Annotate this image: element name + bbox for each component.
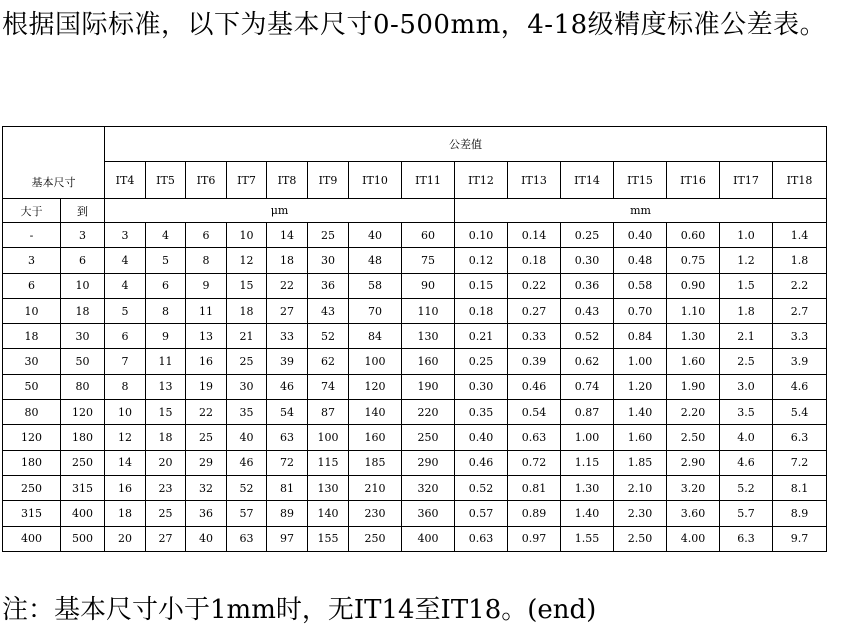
- tolerance-cell-it17: 2.5: [720, 349, 773, 374]
- table-row: [3, 374, 827, 399]
- tolerance-table-container: [2, 126, 827, 552]
- tolerance-cell-it5: 11: [146, 349, 186, 374]
- tolerance-cell-it6: 19: [186, 374, 227, 399]
- tolerance-cell-it10: 140: [349, 400, 402, 425]
- tolerance-cell-it11: 130: [402, 324, 455, 349]
- tolerance-cell-it4: 14: [105, 450, 146, 475]
- size-to-cell: 250: [61, 450, 105, 475]
- tolerance-cell-it16: 2.20: [667, 400, 720, 425]
- grade-header-it18: IT18: [773, 162, 827, 199]
- table-row: [3, 324, 827, 349]
- grade-header-it8: IT8: [267, 162, 308, 199]
- tolerance-cell-it10: 58: [349, 273, 402, 298]
- tolerance-cell-it11: 400: [402, 526, 455, 551]
- tolerance-cell-it4: 18: [105, 501, 146, 526]
- tolerance-cell-it11: 90: [402, 273, 455, 298]
- size-to-cell: 50: [61, 349, 105, 374]
- tolerance-cell-it13: 0.97: [508, 526, 561, 551]
- tolerance-cell-it10: 210: [349, 475, 402, 500]
- tolerance-cell-it12: 0.12: [455, 248, 508, 273]
- tolerance-cell-it8: 89: [267, 501, 308, 526]
- intro-text: 根据国际标准，以下为基本尺寸0-500mm，4-18级精度标准公差表。: [2, 10, 827, 40]
- tolerance-cell-it17: 4.0: [720, 425, 773, 450]
- tolerance-cell-it11: 360: [402, 501, 455, 526]
- tolerance-cell-it11: 60: [402, 223, 455, 248]
- tolerance-cell-it10: 70: [349, 298, 402, 323]
- tolerance-cell-it14: 1.55: [561, 526, 614, 551]
- tolerance-cell-it13: 0.81: [508, 475, 561, 500]
- table-row: [3, 425, 827, 450]
- tolerance-cell-it16: 2.50: [667, 425, 720, 450]
- table-row: [3, 298, 827, 323]
- size-over-cell: 315: [3, 501, 61, 526]
- tolerance-cell-it7: 63: [227, 526, 267, 551]
- tolerance-cell-it12: 0.15: [455, 273, 508, 298]
- size-to-cell: 80: [61, 374, 105, 399]
- tolerance-cell-it15: 0.84: [614, 324, 667, 349]
- tolerance-cell-it10: 250: [349, 526, 402, 551]
- tolerance-cell-it15: 2.30: [614, 501, 667, 526]
- tolerance-cell-it11: 160: [402, 349, 455, 374]
- tolerance-cell-it9: 130: [308, 475, 349, 500]
- tolerance-table-body: [3, 223, 827, 552]
- tolerance-cell-it10: 40: [349, 223, 402, 248]
- size-over-cell: 120: [3, 425, 61, 450]
- size-over-cell: 400: [3, 526, 61, 551]
- tolerance-cell-it17: 3.0: [720, 374, 773, 399]
- tolerance-cell-it16: 1.10: [667, 298, 720, 323]
- tolerance-cell-it13: 0.27: [508, 298, 561, 323]
- tolerance-cell-it8: 46: [267, 374, 308, 399]
- tolerance-cell-it6: 9: [186, 273, 227, 298]
- size-over-cell: 180: [3, 450, 61, 475]
- tolerance-cell-it8: 63: [267, 425, 308, 450]
- tolerance-cell-it16: 1.60: [667, 349, 720, 374]
- tolerance-cell-it18: 2.7: [773, 298, 827, 323]
- tolerance-cell-it4: 20: [105, 526, 146, 551]
- tolerance-cell-it8: 97: [267, 526, 308, 551]
- tolerance-cell-it17: 1.5: [720, 273, 773, 298]
- tolerance-cell-it15: 2.10: [614, 475, 667, 500]
- tolerance-cell-it13: 0.89: [508, 501, 561, 526]
- table-row: [3, 526, 827, 551]
- size-over-cell: 80: [3, 400, 61, 425]
- tolerance-cell-it7: 40: [227, 425, 267, 450]
- tolerance-cell-it8: 72: [267, 450, 308, 475]
- tolerance-cell-it4: 16: [105, 475, 146, 500]
- tolerance-cell-it12: 0.25: [455, 349, 508, 374]
- tolerance-cell-it7: 21: [227, 324, 267, 349]
- tolerance-cell-it11: 290: [402, 450, 455, 475]
- tolerance-cell-it17: 4.6: [720, 450, 773, 475]
- tolerance-cell-it7: 15: [227, 273, 267, 298]
- tolerance-cell-it13: 0.14: [508, 223, 561, 248]
- tolerance-cell-it7: 10: [227, 223, 267, 248]
- tolerance-cell-it5: 15: [146, 400, 186, 425]
- grade-header-it15: IT15: [614, 162, 667, 199]
- grade-header-it14: IT14: [561, 162, 614, 199]
- tolerance-cell-it11: 75: [402, 248, 455, 273]
- tolerance-cell-it15: 0.40: [614, 223, 667, 248]
- tolerance-cell-it15: 1.20: [614, 374, 667, 399]
- tolerance-cell-it9: 100: [308, 425, 349, 450]
- tolerance-cell-it17: 5.7: [720, 501, 773, 526]
- tolerance-cell-it4: 8: [105, 374, 146, 399]
- tolerance-cell-it8: 27: [267, 298, 308, 323]
- tolerance-cell-it6: 8: [186, 248, 227, 273]
- tolerance-cell-it18: 1.8: [773, 248, 827, 273]
- tolerance-cell-it6: 40: [186, 526, 227, 551]
- tolerance-cell-it17: 6.3: [720, 526, 773, 551]
- tolerance-cell-it4: 5: [105, 298, 146, 323]
- tolerance-cell-it4: 3: [105, 223, 146, 248]
- tolerance-cell-it14: 0.30: [561, 248, 614, 273]
- tolerance-cell-it14: 1.15: [561, 450, 614, 475]
- tolerance-cell-it14: 0.74: [561, 374, 614, 399]
- tolerance-cell-it5: 25: [146, 501, 186, 526]
- tolerance-cell-it13: 0.72: [508, 450, 561, 475]
- tolerance-cell-it7: 46: [227, 450, 267, 475]
- tolerance-cell-it4: 4: [105, 248, 146, 273]
- tolerance-cell-it9: 87: [308, 400, 349, 425]
- grade-header-it5: IT5: [146, 162, 186, 199]
- grade-header-it12: IT12: [455, 162, 508, 199]
- tolerance-cell-it5: 18: [146, 425, 186, 450]
- tolerance-cell-it15: 1.40: [614, 400, 667, 425]
- size-to-cell: 120: [61, 400, 105, 425]
- over-header: 大于: [3, 199, 61, 223]
- tolerance-cell-it10: 100: [349, 349, 402, 374]
- grade-header-it11: IT11: [402, 162, 455, 199]
- tolerance-cell-it14: 0.62: [561, 349, 614, 374]
- tolerance-cell-it11: 190: [402, 374, 455, 399]
- tolerance-cell-it14: 1.00: [561, 425, 614, 450]
- tolerance-cell-it5: 13: [146, 374, 186, 399]
- tolerance-cell-it6: 29: [186, 450, 227, 475]
- tolerance-cell-it6: 6: [186, 223, 227, 248]
- tolerance-cell-it15: 1.85: [614, 450, 667, 475]
- tolerance-cell-it6: 16: [186, 349, 227, 374]
- tolerance-cell-it14: 1.30: [561, 475, 614, 500]
- tolerance-cell-it11: 320: [402, 475, 455, 500]
- tolerance-cell-it11: 110: [402, 298, 455, 323]
- tolerance-cell-it13: 0.22: [508, 273, 561, 298]
- tolerance-cell-it12: 0.52: [455, 475, 508, 500]
- tolerance-cell-it9: 155: [308, 526, 349, 551]
- size-over-cell: 10: [3, 298, 61, 323]
- size-to-cell: 10: [61, 273, 105, 298]
- tolerance-cell-it18: 3.9: [773, 349, 827, 374]
- size-to-cell: 315: [61, 475, 105, 500]
- tolerance-cell-it10: 48: [349, 248, 402, 273]
- tolerance-cell-it17: 3.5: [720, 400, 773, 425]
- tolerance-cell-it18: 8.1: [773, 475, 827, 500]
- tolerance-cell-it8: 54: [267, 400, 308, 425]
- tolerance-cell-it16: 0.90: [667, 273, 720, 298]
- tolerance-cell-it5: 5: [146, 248, 186, 273]
- grade-header-it16: IT16: [667, 162, 720, 199]
- tolerance-cell-it7: 25: [227, 349, 267, 374]
- grade-header-row: [3, 162, 827, 199]
- tolerance-cell-it7: 30: [227, 374, 267, 399]
- tolerance-cell-it12: 0.63: [455, 526, 508, 551]
- tolerance-cell-it7: 12: [227, 248, 267, 273]
- size-over-cell: 18: [3, 324, 61, 349]
- tolerance-cell-it14: 0.87: [561, 400, 614, 425]
- tolerance-cell-it8: 18: [267, 248, 308, 273]
- tolerance-cell-it13: 0.54: [508, 400, 561, 425]
- grade-header-it7: IT7: [227, 162, 267, 199]
- unit-millimeter-header: mm: [455, 199, 827, 223]
- tolerance-cell-it8: 14: [267, 223, 308, 248]
- tolerance-cell-it4: 10: [105, 400, 146, 425]
- tolerance-cell-it17: 1.2: [720, 248, 773, 273]
- size-to-cell: 180: [61, 425, 105, 450]
- tolerance-cell-it8: 81: [267, 475, 308, 500]
- grade-header-it10: IT10: [349, 162, 402, 199]
- tolerance-cell-it13: 0.63: [508, 425, 561, 450]
- table-row: [3, 248, 827, 273]
- table-row: [3, 501, 827, 526]
- tolerance-cell-it5: 8: [146, 298, 186, 323]
- footnote: 注：基本尺寸小于1mm时，无IT14至IT18。(end): [2, 595, 597, 625]
- tolerance-cell-it7: 35: [227, 400, 267, 425]
- grade-header-it17: IT17: [720, 162, 773, 199]
- table-row: [3, 475, 827, 500]
- tolerance-cell-it18: 3.3: [773, 324, 827, 349]
- tolerance-cell-it6: 11: [186, 298, 227, 323]
- tolerance-cell-it18: 5.4: [773, 400, 827, 425]
- tolerance-cell-it5: 4: [146, 223, 186, 248]
- tolerance-cell-it9: 36: [308, 273, 349, 298]
- tolerance-cell-it5: 9: [146, 324, 186, 349]
- tolerance-cell-it9: 52: [308, 324, 349, 349]
- tolerance-cell-it9: 25: [308, 223, 349, 248]
- tolerance-cell-it13: 0.18: [508, 248, 561, 273]
- tolerance-cell-it17: 1.0: [720, 223, 773, 248]
- tolerance-cell-it18: 8.9: [773, 501, 827, 526]
- table-row: [3, 450, 827, 475]
- tolerance-cell-it10: 230: [349, 501, 402, 526]
- tolerance-cell-it10: 120: [349, 374, 402, 399]
- tolerance-cell-it10: 160: [349, 425, 402, 450]
- tolerance-cell-it18: 7.2: [773, 450, 827, 475]
- tolerance-cell-it16: 2.90: [667, 450, 720, 475]
- tolerance-cell-it14: 0.52: [561, 324, 614, 349]
- tolerance-cell-it6: 22: [186, 400, 227, 425]
- tolerance-cell-it12: 0.35: [455, 400, 508, 425]
- tolerance-cell-it12: 0.18: [455, 298, 508, 323]
- tolerance-cell-it12: 0.46: [455, 450, 508, 475]
- tolerance-cell-it14: 0.43: [561, 298, 614, 323]
- tolerance-cell-it16: 4.00: [667, 526, 720, 551]
- tolerance-cell-it15: 0.70: [614, 298, 667, 323]
- tolerance-cell-it13: 0.33: [508, 324, 561, 349]
- tolerance-cell-it4: 12: [105, 425, 146, 450]
- tolerance-table: [2, 126, 827, 552]
- tolerance-cell-it7: 52: [227, 475, 267, 500]
- tolerance-cell-it7: 18: [227, 298, 267, 323]
- tolerance-cell-it8: 33: [267, 324, 308, 349]
- size-to-cell: 30: [61, 324, 105, 349]
- tolerance-cell-it8: 39: [267, 349, 308, 374]
- to-header: 到: [61, 199, 105, 223]
- tolerance-cell-it15: 0.58: [614, 273, 667, 298]
- size-to-cell: 6: [61, 248, 105, 273]
- tolerance-cell-it14: 0.25: [561, 223, 614, 248]
- grade-header-it13: IT13: [508, 162, 561, 199]
- tolerance-cell-it9: 30: [308, 248, 349, 273]
- size-over-cell: 6: [3, 273, 61, 298]
- size-to-cell: 18: [61, 298, 105, 323]
- tolerance-cell-it16: 1.90: [667, 374, 720, 399]
- grade-header-it6: IT6: [186, 162, 227, 199]
- size-over-cell: 250: [3, 475, 61, 500]
- tolerance-cell-it10: 84: [349, 324, 402, 349]
- tolerance-cell-it18: 2.2: [773, 273, 827, 298]
- size-to-cell: 3: [61, 223, 105, 248]
- tolerance-cell-it16: 0.75: [667, 248, 720, 273]
- tolerance-cell-it11: 220: [402, 400, 455, 425]
- size-to-cell: 400: [61, 501, 105, 526]
- tolerance-cell-it9: 43: [308, 298, 349, 323]
- unit-micrometer-header: μm: [105, 199, 455, 223]
- tolerance-cell-it9: 140: [308, 501, 349, 526]
- grade-header-it9: IT9: [308, 162, 349, 199]
- tolerance-cell-it4: 6: [105, 324, 146, 349]
- tolerance-cell-it18: 6.3: [773, 425, 827, 450]
- tolerance-cell-it5: 6: [146, 273, 186, 298]
- tolerance-cell-it5: 23: [146, 475, 186, 500]
- tolerance-cell-it5: 27: [146, 526, 186, 551]
- tolerance-cell-it5: 20: [146, 450, 186, 475]
- table-row: [3, 349, 827, 374]
- tolerance-cell-it8: 22: [267, 273, 308, 298]
- tolerance-cell-it14: 0.36: [561, 273, 614, 298]
- tolerance-cell-it4: 4: [105, 273, 146, 298]
- table-row: [3, 273, 827, 298]
- tolerance-cell-it7: 57: [227, 501, 267, 526]
- tolerance-cell-it15: 0.48: [614, 248, 667, 273]
- tolerance-cell-it12: 0.21: [455, 324, 508, 349]
- tolerance-cell-it9: 115: [308, 450, 349, 475]
- tolerance-cell-it17: 5.2: [720, 475, 773, 500]
- size-over-cell: 30: [3, 349, 61, 374]
- tolerance-cell-it9: 74: [308, 374, 349, 399]
- tolerance-cell-it18: 4.6: [773, 374, 827, 399]
- size-over-cell: 50: [3, 374, 61, 399]
- tolerance-cell-it6: 32: [186, 475, 227, 500]
- tolerance-cell-it6: 36: [186, 501, 227, 526]
- tolerance-cell-it6: 13: [186, 324, 227, 349]
- table-row: [3, 223, 827, 248]
- tolerance-value-header: 公差值: [105, 127, 827, 162]
- tolerance-cell-it4: 7: [105, 349, 146, 374]
- table-row: [3, 400, 827, 425]
- tolerance-cell-it10: 185: [349, 450, 402, 475]
- tolerance-cell-it15: 1.60: [614, 425, 667, 450]
- tolerance-cell-it16: 3.20: [667, 475, 720, 500]
- size-over-cell: -: [3, 223, 61, 248]
- tolerance-cell-it6: 25: [186, 425, 227, 450]
- tolerance-cell-it12: 0.10: [455, 223, 508, 248]
- size-to-cell: 500: [61, 526, 105, 551]
- tolerance-cell-it15: 1.00: [614, 349, 667, 374]
- tolerance-cell-it14: 1.40: [561, 501, 614, 526]
- tolerance-cell-it18: 9.7: [773, 526, 827, 551]
- tolerance-cell-it12: 0.30: [455, 374, 508, 399]
- tolerance-cell-it9: 62: [308, 349, 349, 374]
- tolerance-cell-it17: 2.1: [720, 324, 773, 349]
- tolerance-cell-it16: 3.60: [667, 501, 720, 526]
- tolerance-cell-it16: 1.30: [667, 324, 720, 349]
- tolerance-cell-it17: 1.8: [720, 298, 773, 323]
- tolerance-cell-it13: 0.46: [508, 374, 561, 399]
- grade-header-it4: IT4: [105, 162, 146, 199]
- tolerance-cell-it16: 0.60: [667, 223, 720, 248]
- base-size-header: 基本尺寸: [3, 127, 105, 199]
- tolerance-cell-it12: 0.40: [455, 425, 508, 450]
- tolerance-cell-it12: 0.57: [455, 501, 508, 526]
- tolerance-cell-it11: 250: [402, 425, 455, 450]
- tolerance-cell-it15: 2.50: [614, 526, 667, 551]
- tolerance-cell-it13: 0.39: [508, 349, 561, 374]
- size-over-cell: 3: [3, 248, 61, 273]
- tolerance-cell-it18: 1.4: [773, 223, 827, 248]
